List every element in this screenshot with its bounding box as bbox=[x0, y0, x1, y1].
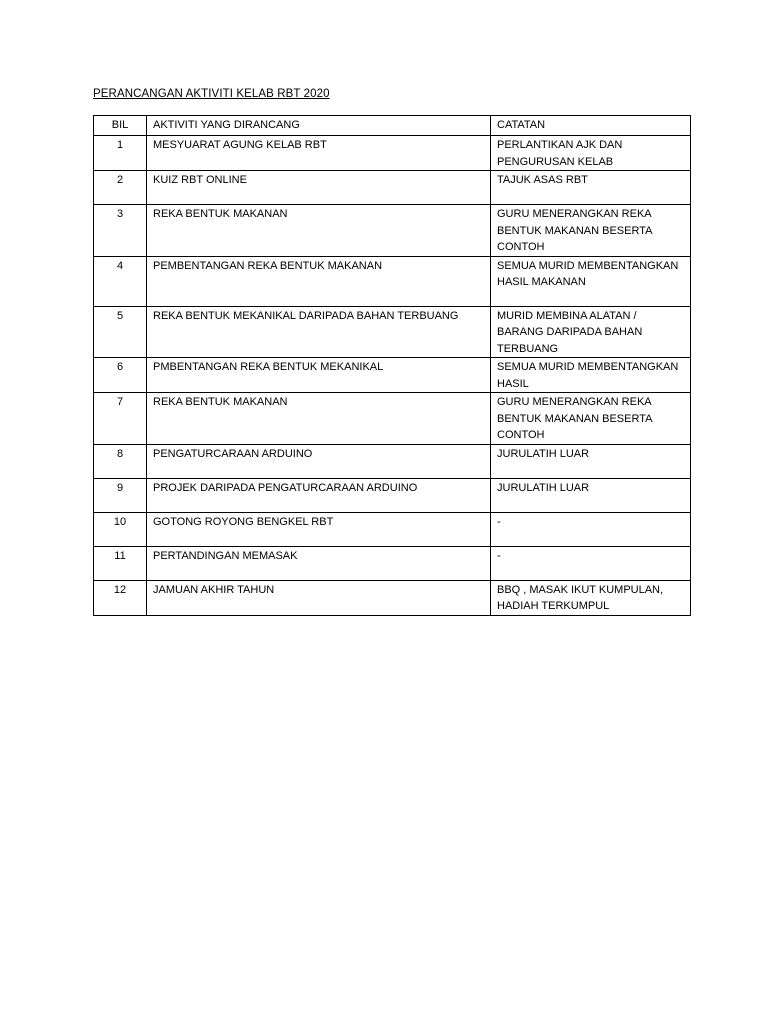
cell-aktiviti: PENGATURCARAAN ARDUINO bbox=[147, 444, 491, 478]
cell-catatan: GURU MENERANGKAN REKA BENTUK MAKANAN BESERTA CONTOH bbox=[491, 205, 691, 257]
cell-bil: 5 bbox=[94, 306, 147, 358]
table-row bbox=[94, 136, 691, 171]
table-header-row bbox=[94, 116, 691, 136]
cell-aktiviti: GOTONG ROYONG BENGKEL RBT bbox=[147, 512, 491, 546]
cell-catatan: - bbox=[491, 546, 691, 580]
table-row bbox=[94, 478, 691, 512]
cell-aktiviti: PMBENTANGAN REKA BENTUK MEKANIKAL bbox=[147, 358, 491, 393]
header-catatan: CATATAN bbox=[491, 116, 691, 136]
table-row bbox=[94, 393, 691, 445]
cell-catatan: JURULATIH LUAR bbox=[491, 444, 691, 478]
document-title: PERANCANGAN AKTIVITI KELAB RBT 2020 bbox=[93, 88, 330, 100]
table-row bbox=[94, 256, 691, 306]
cell-catatan: MURID MEMBINA ALATAN / BARANG DARIPADA BAHAN TERBUANG bbox=[491, 306, 691, 358]
cell-bil: 1 bbox=[94, 136, 147, 171]
table-row bbox=[94, 358, 691, 393]
cell-catatan: GURU MENERANGKAN REKA BENTUK MAKANAN BESERTA CONTOH bbox=[491, 393, 691, 445]
cell-catatan: SEMUA MURID MEMBENTANGKAN HASIL bbox=[491, 358, 691, 393]
cell-bil: 8 bbox=[94, 444, 147, 478]
cell-aktiviti: KUIZ RBT ONLINE bbox=[147, 171, 491, 205]
cell-catatan: SEMUA MURID MEMBENTANGKAN HASIL MAKANAN bbox=[491, 256, 691, 306]
cell-aktiviti: JAMUAN AKHIR TAHUN bbox=[147, 580, 491, 615]
cell-catatan: - bbox=[491, 512, 691, 546]
cell-bil: 2 bbox=[94, 171, 147, 205]
cell-aktiviti: PROJEK DARIPADA PENGATURCARAAN ARDUINO bbox=[147, 478, 491, 512]
table-row bbox=[94, 546, 691, 580]
cell-aktiviti: REKA BENTUK MAKANAN bbox=[147, 393, 491, 445]
cell-bil: 9 bbox=[94, 478, 147, 512]
cell-bil: 11 bbox=[94, 546, 147, 580]
header-aktiviti: AKTIVITI YANG DIRANCANG bbox=[147, 116, 491, 136]
header-bil: BIL bbox=[94, 116, 147, 136]
cell-bil: 3 bbox=[94, 205, 147, 257]
cell-bil: 10 bbox=[94, 512, 147, 546]
table-row bbox=[94, 444, 691, 478]
cell-aktiviti: PERTANDINGAN MEMASAK bbox=[147, 546, 491, 580]
activity-plan-table bbox=[93, 115, 691, 616]
table-row bbox=[94, 306, 691, 358]
cell-bil: 12 bbox=[94, 580, 147, 615]
cell-bil: 6 bbox=[94, 358, 147, 393]
cell-aktiviti: PEMBENTANGAN REKA BENTUK MAKANAN bbox=[147, 256, 491, 306]
table-row bbox=[94, 580, 691, 615]
cell-bil: 4 bbox=[94, 256, 147, 306]
table-row bbox=[94, 512, 691, 546]
cell-aktiviti: REKA BENTUK MAKANAN bbox=[147, 205, 491, 257]
cell-catatan: JURULATIH LUAR bbox=[491, 478, 691, 512]
cell-catatan: BBQ , MASAK IKUT KUMPULAN, HADIAH TERKUMPUL bbox=[491, 580, 691, 615]
cell-catatan: TAJUK ASAS RBT bbox=[491, 171, 691, 205]
cell-catatan: PERLANTIKAN AJK DAN PENGURUSAN KELAB bbox=[491, 136, 691, 171]
cell-aktiviti: REKA BENTUK MEKANIKAL DARIPADA BAHAN TERBUANG bbox=[147, 306, 491, 358]
cell-aktiviti: MESYUARAT AGUNG KELAB RBT bbox=[147, 136, 491, 171]
table-row bbox=[94, 171, 691, 205]
table-row bbox=[94, 205, 691, 257]
cell-bil: 7 bbox=[94, 393, 147, 445]
